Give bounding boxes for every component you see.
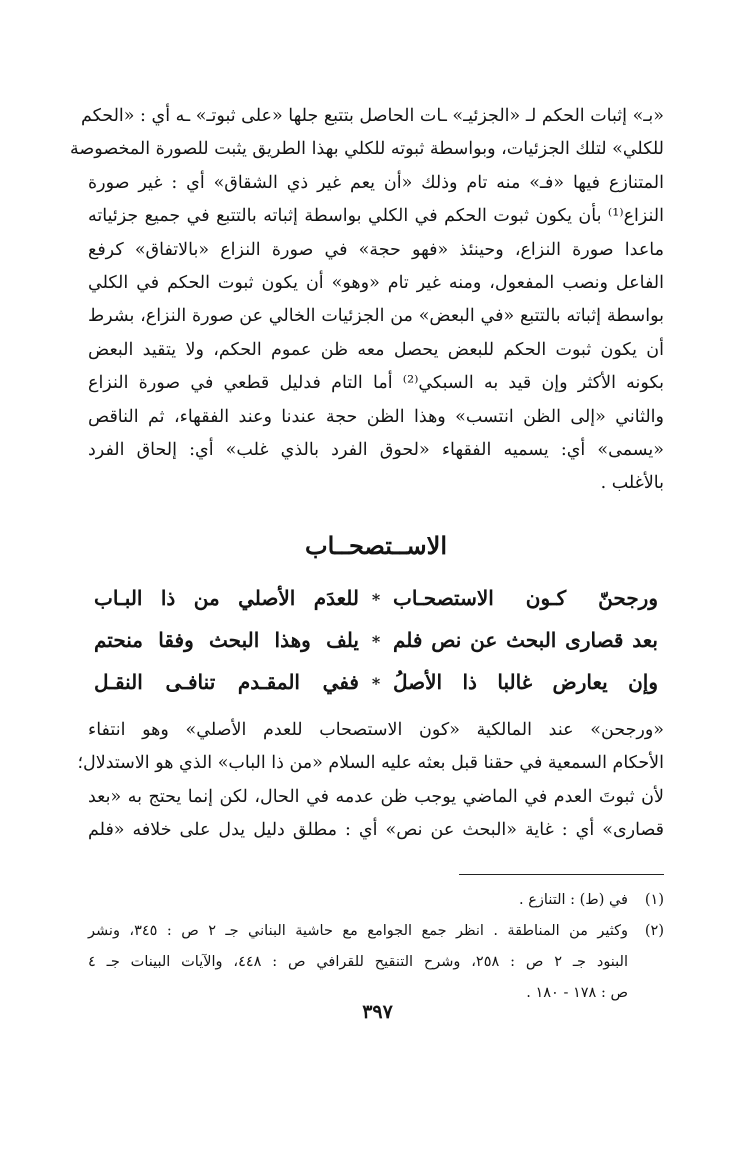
text-line: «ورجحن» عند المالكية «كون الاستصحاب للعدم الأصلي» وهو انتفاء [88, 719, 664, 740]
text-line: المتنازع فيها «فـ» منه تام وذلك «أن يعم غير ذي الشقاق» أي : غير صورة [88, 172, 664, 193]
footnote-number: (٢) [644, 922, 664, 939]
verse-first-hemistich: وإن يعارض غالبا ذا الأصلُ [393, 669, 658, 694]
text-line: قصارى» أي : غاية «البحث عن نص» أي : مطلق دليل يدل على خلافه «فلم [88, 820, 664, 841]
verse-first-hemistich: بعد قصارى البحث عن نص فلم [393, 627, 658, 652]
text-line: الأحكام السمعية في حقنا قبل بعثه عليه السلام «من ذا الباب» الذي هو الاستدلال؛ [77, 753, 664, 774]
footnotes [88, 885, 664, 1009]
page-number: ٣٩٧ [362, 1001, 393, 1023]
verse-first-hemistich: ورجحنّ كـون الاستصحـاب [393, 585, 658, 610]
section-heading: الاســتصحــاب [304, 530, 448, 560]
verse-line [94, 578, 658, 620]
verse-line [94, 662, 658, 704]
verse-second-hemistich: للعدَم الأصلي من ذا البـاب [94, 585, 359, 610]
star-separator-icon: * [371, 589, 381, 609]
star-separator-icon: * [371, 673, 381, 693]
verse-block [94, 578, 658, 704]
text-line: للكلي» لتلك الجزئيات، وبواسطة ثبوته للكلي بهذا الطريق يثبت للصورة المخصوصة [70, 139, 664, 160]
footnote-line: ص : ١٧٨ - ١٨٠ . [526, 984, 628, 1001]
text-line: بكونه الأكثر وإن قيد به السبكي⁽²⁾ أما التام فدليل قطعي في صورة النزاع [88, 373, 664, 394]
verse-second-hemistich: ففي المقـدم تنافـى النقـل [94, 669, 359, 694]
footnote-number: (١) [644, 891, 664, 908]
text-line: لأن ثبوتَ العدم في الماضي يوجب ظن عدمه في الحال، لكن إنما يحتج به «بعد [88, 786, 664, 807]
footnote-line: وكثير من المناطقة . انظر جمع الجوامع مع حاشية البناني جـ ٢ ص : ٣٤٥، ونشر [88, 922, 629, 939]
text-line: بواسطة إثباته بالتتبع «في البعض» من الجزئيات الخالي عن صورة النزاع، بشرط [88, 306, 664, 327]
text-line: النزاع⁽¹⁾ بأن يكون ثبوت الحكم في الكلي بواسطة إثباته بالتتبع في جميع جزئياته [88, 206, 664, 227]
text-line: والثاني «إلى الظن انتسب» وهذا الظن حجة عندنا وعند الفقهاء، ثم الناقص [88, 406, 664, 427]
footnote [88, 916, 664, 1009]
footnote-line: في (ط) : التنازع . [519, 891, 628, 908]
text-line: «يسمى» أي: يسميه الفقهاء «لحوق الفرد بالذي غلب» أي: إلحاق الفرد [88, 440, 664, 461]
text-line: بالأغلب . [600, 473, 664, 494]
text-line: أن يكون ثبوت الحكم للبعض يحصل معه ظن عموم الحكم، ولا يتقيد البعض [88, 339, 664, 360]
text-line: ماعدا صورة النزاع، وحينئذ «فهو حجة» في صورة النزاع «بالاتفاق» كرفع [88, 239, 664, 260]
footnote-text [88, 916, 628, 1009]
footnote [88, 885, 664, 916]
paragraph-intro [70, 100, 664, 501]
page-body [70, 100, 664, 1009]
star-separator-icon: * [371, 631, 381, 651]
footnote-text [88, 885, 628, 916]
text-line: الفاعل ونصب المفعول، ومنه غير تام «وهو» أن يكون ثبوت الحكم في الكلي [88, 273, 664, 294]
footnote-line: البنود جـ ٢ ص : ٢٥٨، وشرح التنقيح للقرافي ص : ٤٤٨، والآيات البينات جـ ٤ [88, 953, 629, 970]
verse-second-hemistich: يلف وهذا البحث وفقا منحتم [94, 627, 359, 652]
text-line: «بـ» إثبات الحكم لـ «الجزئيـ» ـات الحاصل بتتبع جلها «على ثبوتـ» ـه أي : «الحكم [80, 106, 664, 126]
verse-line [94, 620, 658, 662]
footnote-divider [459, 874, 664, 875]
paragraph-commentary [77, 714, 664, 848]
